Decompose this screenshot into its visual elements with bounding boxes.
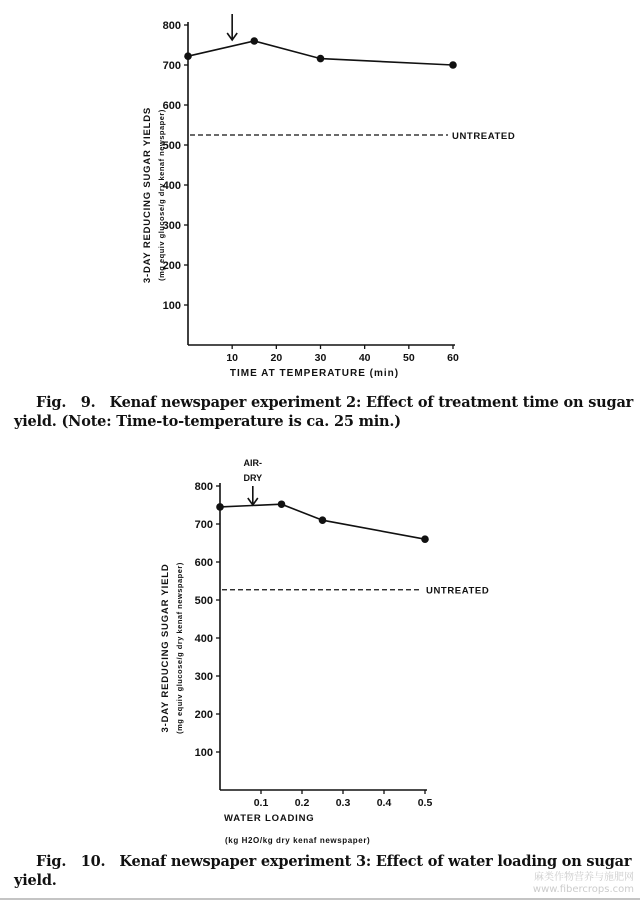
chart2-x-tick-label: 0.3 [335, 797, 351, 809]
chart2-x-axis-label: WATER LOADING [224, 813, 315, 824]
chart1-data-point [449, 61, 457, 69]
chart1-y-axis-sublabel: (mg equiv glucose/g dry kenaf newspaper) [157, 109, 166, 281]
chart2-x-tick-label: 0.2 [294, 797, 310, 809]
chart1-y-tick-label: 400 [162, 180, 181, 192]
chart1-y-tick-label: 700 [162, 60, 181, 72]
chart2-y-axis-sublabel: (mg equiv glucose/g dry kenaf newspaper) [175, 562, 184, 734]
chart1-y-tick-label: 100 [162, 300, 181, 312]
chart1-data-point [250, 37, 258, 45]
chart1-x-tick-label: 10 [226, 352, 239, 364]
chart1-x-tick-label: 60 [447, 352, 459, 364]
chart2-y-tick-label: 800 [194, 481, 213, 493]
chart2-untreated-label: UNTREATED [426, 585, 490, 597]
chart2-y-tick-label: 500 [194, 595, 213, 607]
chart2-y-tick-label: 700 [194, 519, 213, 531]
figure-9-label: Fig. 9. [36, 394, 96, 411]
figure-10-caption-text: Kenaf newspaper experiment 3: Effect of water loading on sugar yield. [14, 853, 632, 889]
chart2-annotation-label-line1: AIR- [243, 458, 263, 468]
chart1-x-tick-label: 50 [402, 352, 415, 364]
chart2-y-tick-label: 300 [194, 671, 213, 683]
chart2-annotation-label-line2: DRY [243, 473, 263, 483]
chart1-y-tick-label: 300 [162, 220, 181, 232]
chart2-data-point [421, 535, 429, 543]
chart2-x-tick-label: 0.4 [376, 797, 392, 809]
chart2-y-tick-label: 100 [194, 747, 213, 759]
chart1-y-axis-label: 3-DAY REDUCING SUGAR YIELDS [142, 106, 153, 284]
chart1-y-tick-label: 500 [162, 140, 181, 152]
chart2-y-tick-label: 400 [194, 633, 213, 645]
watermark [533, 872, 634, 896]
chart1-data-point [317, 55, 325, 63]
chart1-x-tick-label: 40 [358, 352, 371, 364]
chart1-untreated-label: UNTREATED [452, 131, 516, 142]
chart2-data-point [278, 500, 286, 508]
chart1-y-tick-label: 800 [162, 20, 181, 32]
chart1-x-axis-label: TIME AT TEMPERATURE (min) [229, 368, 400, 379]
figure-9-caption-text: Kenaf newspaper experiment 2: Effect of treatment time on sugar yield. (Note: Time-to-temperature is ca. 25 min.) [14, 394, 634, 430]
chart1-x-tick-label: 20 [270, 352, 283, 364]
chart2-y-tick-label: 600 [194, 557, 213, 569]
figure-9-caption [14, 393, 634, 431]
chart2-x-tick-label: 0.1 [253, 797, 269, 809]
chart1-y-tick-label: 200 [162, 260, 181, 272]
chart1-x-tick-label: 30 [314, 352, 327, 364]
chart2-x-tick-label: 0.5 [417, 797, 433, 809]
chart2-x-axis-sublabel: (kg H2O/kg dry kenaf newspaper) [225, 836, 371, 845]
watermark-line1: 麻类作物营养与施肥网 [534, 872, 634, 883]
chart1-y-tick-label: 600 [162, 100, 181, 112]
chart1-data-point [184, 52, 192, 60]
chart2-data-point [319, 516, 327, 524]
chart2-data-point [216, 503, 224, 511]
watermark-line2: www.fibercrops.com [532, 884, 634, 895]
figure-10-label: Fig. 10. [36, 853, 106, 870]
chart2-y-tick-label: 200 [194, 709, 213, 721]
chart2-y-axis-label: 3-DAY REDUCING SUGAR YIELD [160, 563, 171, 733]
